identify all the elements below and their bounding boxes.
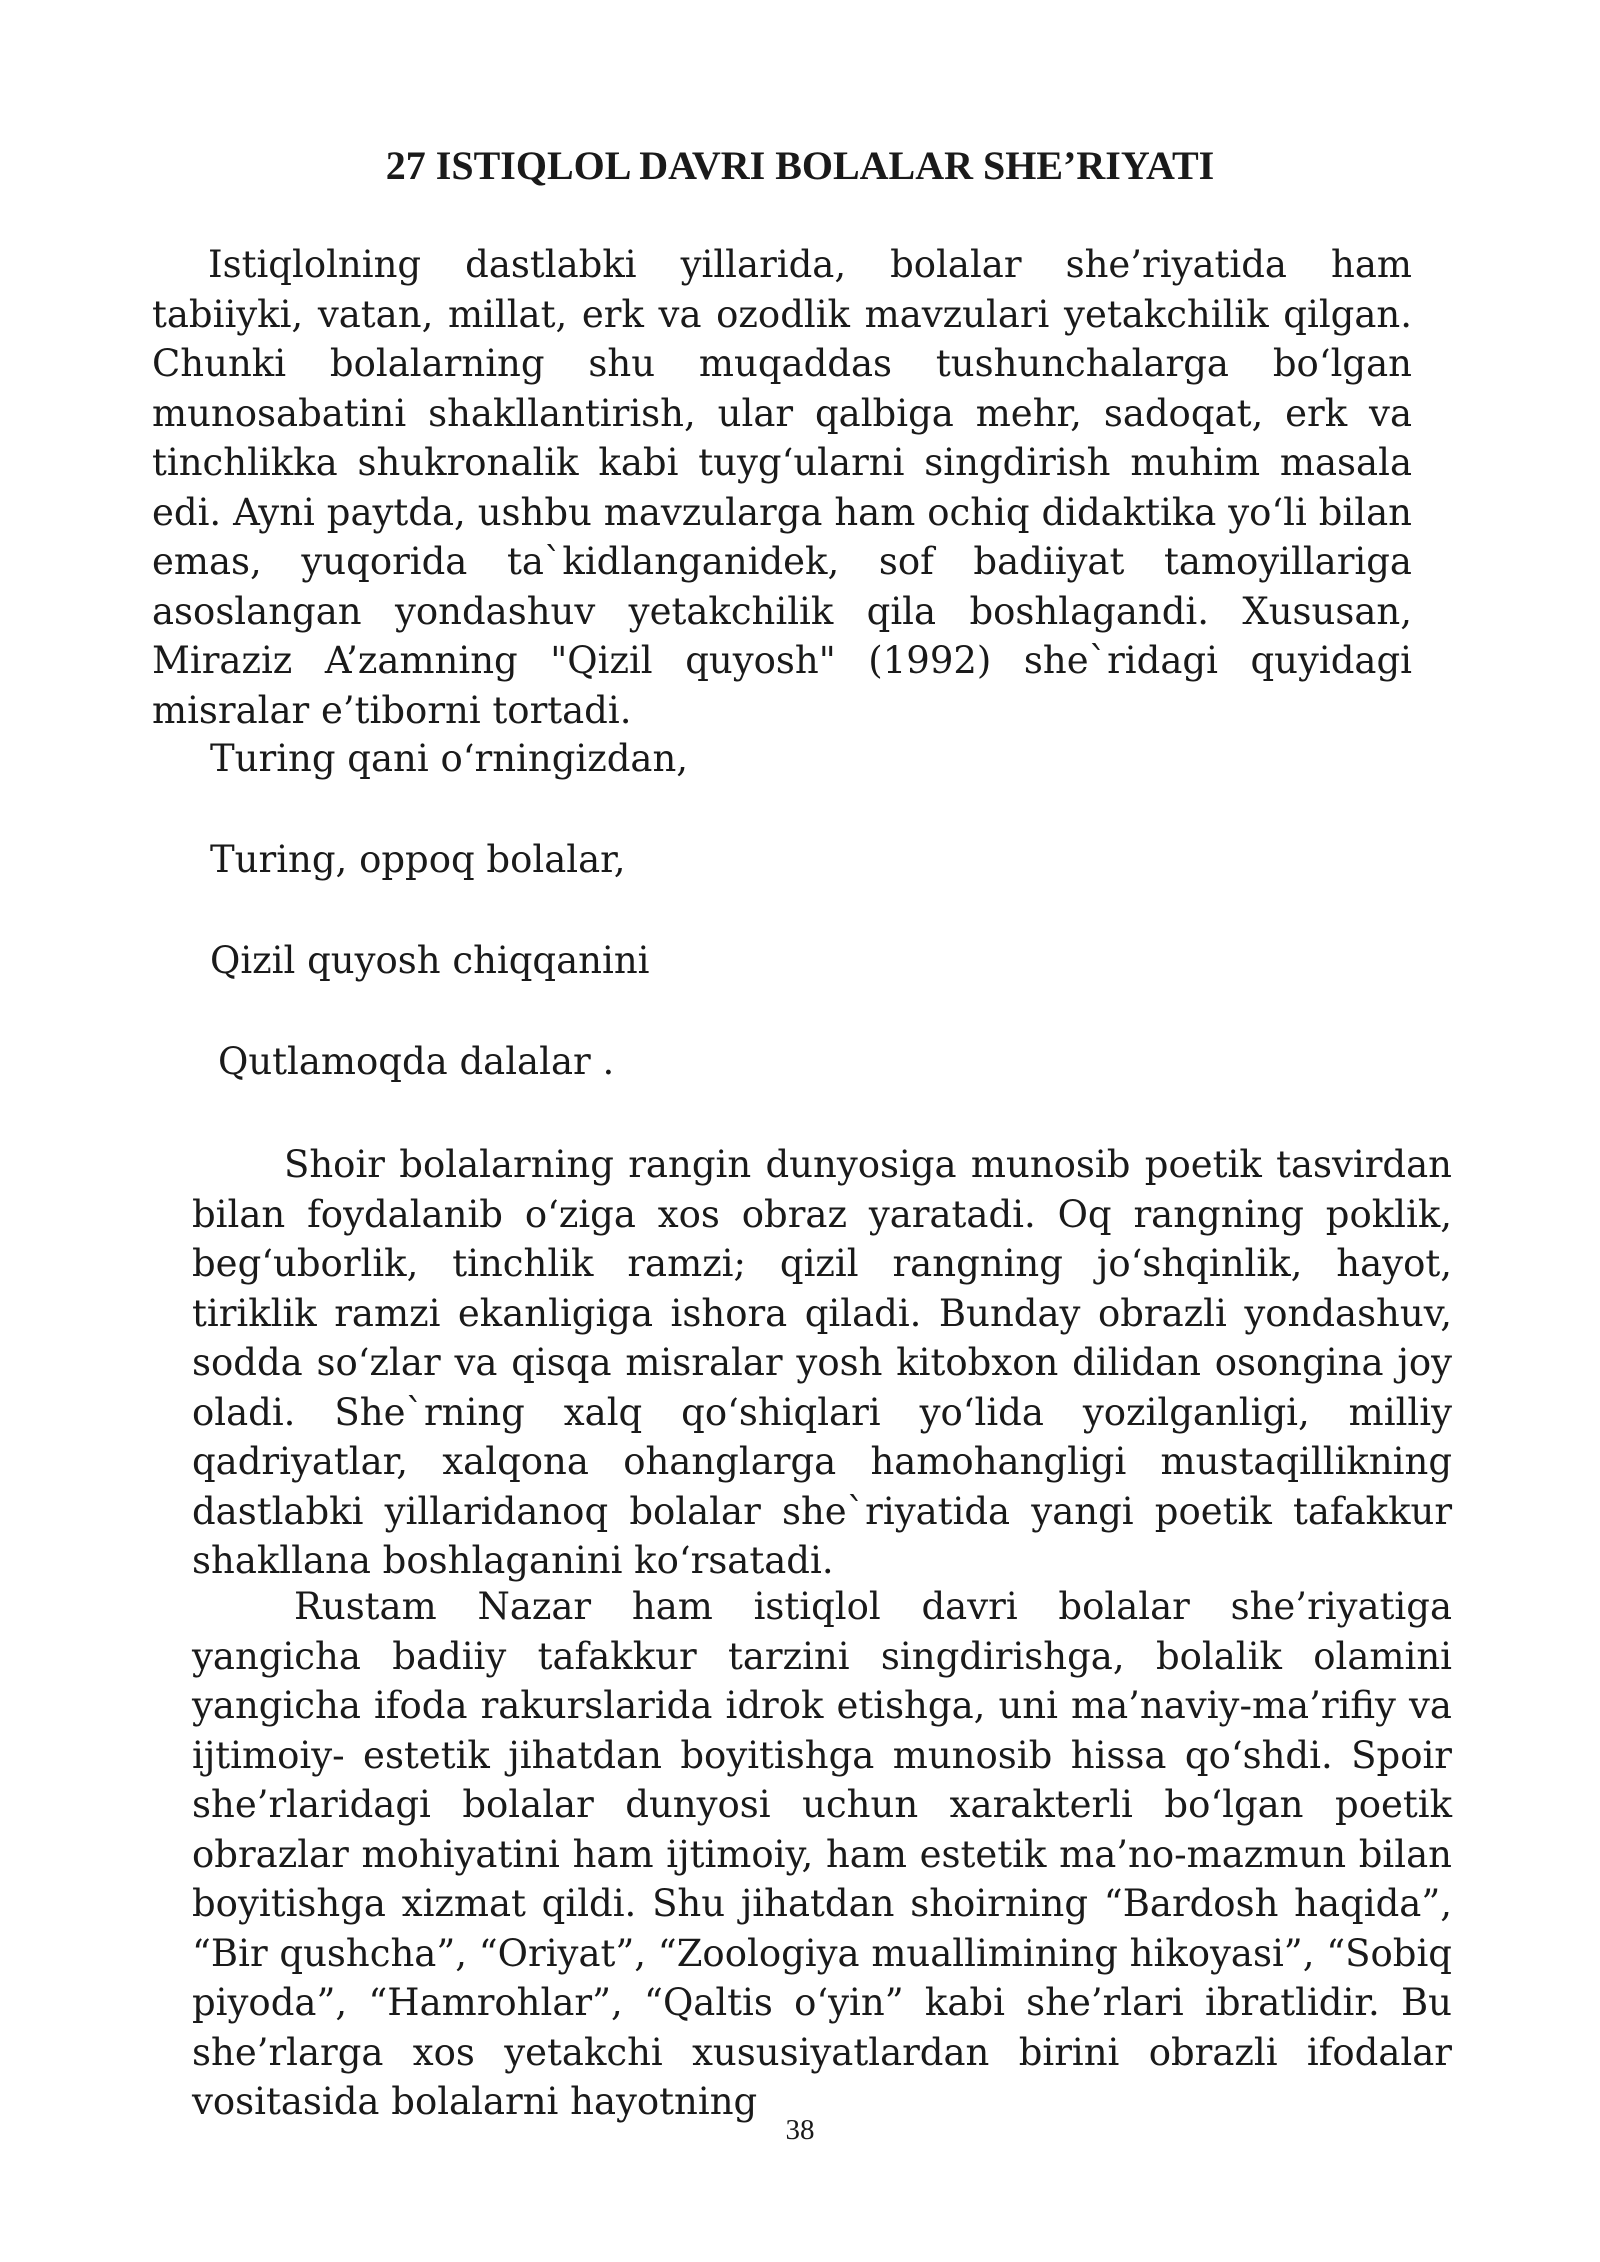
chapter-heading: 27 ISTIQLOL DAVRI BOLALAR SHE’RIYATI xyxy=(385,143,1215,188)
verse-line-4: Qutlamoqda dalalar . xyxy=(218,1040,615,1083)
verse-line-1: Turing qani o‘rningizdan, xyxy=(210,737,689,780)
page-number: 38 xyxy=(785,2114,815,2146)
paragraph-analysis: Shoir bolalarning rangin dunyosiga munosib poetik tasvirdan bilan foydalanib o‘ziga xos obraz yaratadi. Oq rangning poklik, beg‘uborlik, tinchlik ramzi; qizil rangning jo‘shqinlik, hayot, tiriklik ramzi ekanligiga ishora qiladi. Bunday obrazli yondashuv, sodda so‘zlar va qisqa misralar yosh kitobxon dilidan osongina joy oladi. She`rning xalq qo‘shiqlari yo‘lida yozilganligi, milliy qadriyatlar, xalqona ohanglarga hamohangligi mustaqillikning dastlabki yillaridanoq bolalar she`riyatida yangi poetik tafakkur shakllana boshlaganini ko‘rsatadi. xyxy=(192,1143,1452,1582)
paragraph-intro: Istiqlolning dastlabki yillarida, bolalar she’riyatida ham tabiiyki, vatan, millat, erk va ozodlik mavzulari yetakchilik qilgan. Chunki bolalarning shu muqaddas tushunchalarga bo‘lgan munosabatini shakllantirish, ular qalbiga mehr, sadoqat, erk va tinchlikka shukronalik kabi tuyg‘ularni singdirish muhim masala edi. Ayni paytda, ushbu mavzularga ham ochiq didaktika yo‘li bilan emas, yuqorida ta`kidlanganidek, sof badiiyat tamoyillariga asoslangan yondashuv yetakchilik qila boshlagandi. Xususan, Miraziz A’zamning "Qizil quyosh" (1992) she`ridagi quyidagi misralar e’tiborni tortadi. xyxy=(152,243,1412,732)
verse-line-2: Turing, oppoq bolalar, xyxy=(210,838,626,881)
paragraph-rustam-nazar: Rustam Nazar ham istiqlol davri bolalar she’riyatiga yangicha badiiy tafakkur tarzini singdirishga, bolalik olamini yangicha ifoda rakurslarida idrok etishga, uni ma’naviy-ma’rifiy va ijtimoiy- estetik jihatdan boyitishga munosib hissa qo‘shdi. Spoir she’rlaridagi bolalar dunyosi uchun xarakterli bo‘lgan poetik obrazlar mohiyatini ham ijtimoiy, ham estetik ma’no-mazmun bilan boyitishga xizmat qildi. Shu jihatdan shoirning “Bardosh haqida”, “Bir qushcha”, “Oriyat”, “Zoologiya muallimining hikoyasi”, “Sobiq piyoda”, “Hamrohlar”, “Qaltis o‘yin” kabi she’rlari ibratlidir. Bu she’rlarga xos yetakchi xususiyatlardan birini obrazli ifodalar vositasida bolalarni hayotning xyxy=(192,1585,1452,2123)
verse-line-3: Qizil quyosh chiqqanini xyxy=(210,939,650,982)
